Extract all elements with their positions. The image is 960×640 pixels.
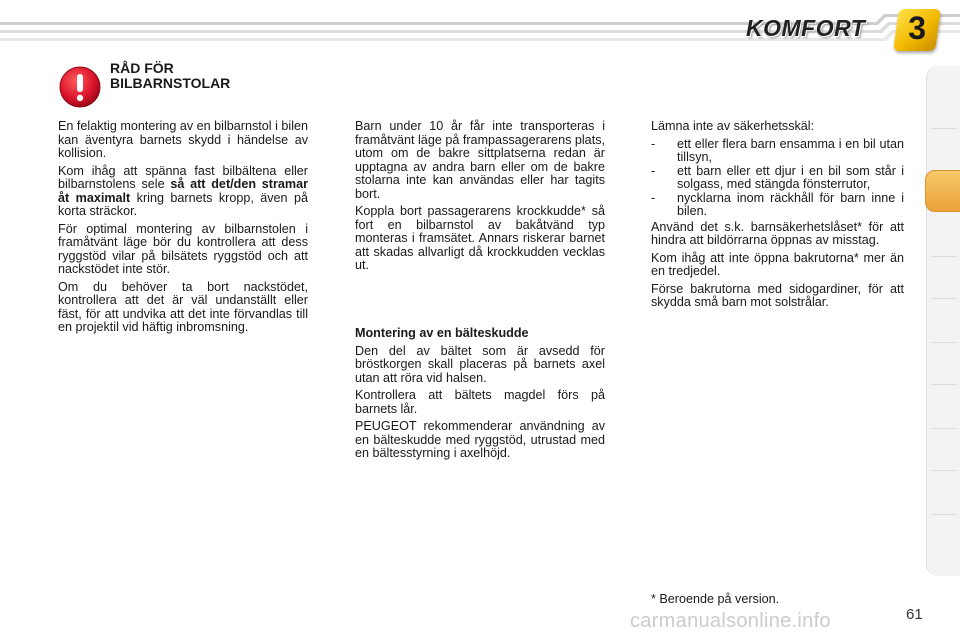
list-item-text: ett barn eller ett djur i en bil som står i solgass, med stängda fönsterrutor, [677, 163, 904, 191]
belt-cushion-section [355, 327, 605, 465]
page-number: 61 [906, 606, 923, 623]
chapter-title: KOMFORT [746, 15, 866, 41]
list-item: - nycklarna inom räckhåll för barn inne i bilen. [651, 190, 904, 218]
paragraph [58, 165, 308, 219]
tab-divider [931, 256, 957, 257]
paragraph: Förse bakrutorna med sidogardiner, för att skydda små barn mot solstrålar. [651, 281, 904, 309]
column-3 [651, 120, 904, 314]
emphasis-text: så att det/den stramar åt maximalt [58, 177, 308, 205]
text-run: kring barnets kropp, även på korta sträckor. [58, 190, 308, 218]
exclamation-warning-icon [59, 66, 101, 108]
list-item: - ett eller flera barn ensamma i en bil utan tillsyn, [651, 136, 904, 164]
text-run: Kom ihåg att spänna fast bilbältena eller bilbarnstolens sele [58, 163, 308, 191]
paragraph: Om du behöver ta bort nackstödet, kontrollera att det är väl undanställt eller fäst, för att undvika att det inte förvandlas till en projektil vid häftig inbromsning. [58, 279, 308, 334]
safety-list [651, 138, 904, 219]
paragraph: Den del av bältet som är avsedd för bröstkorgen skall placeras på barnets axel utan att röra vid halsen. [355, 343, 605, 385]
watermark: carmanualsonline.info [630, 610, 831, 632]
paragraph: Barn under 10 år får inte transporteras i framåtvänt läge på frampassagerarens plats, utom om de bakre sittplatserna redan är upptagna av andra barn eller om de bakre stolarna inte kan användas eller har tagits bort. [355, 119, 605, 201]
subheading: Montering av en bälteskudde [355, 326, 529, 340]
tab-divider [931, 298, 957, 299]
section-title [110, 61, 230, 91]
paragraph: Lämna inte av säkerhetsskäl: [651, 119, 815, 133]
chapter-number: 3 [908, 10, 927, 46]
paragraph: Koppla bort passagerarens krockkudde* så fort en bilbarnstol av bakåtvänd typ monteras i framsätet. Annars riskerar barnet att skadas allvarligt då krockkudden vecklas ut. [355, 204, 605, 272]
section-title-line2: BILBARNSTOLAR [110, 75, 231, 91]
tab-divider [931, 128, 957, 129]
paragraph: För optimal montering av bilbarnstolen i framåtvänt läge bör du kontrollera att dess ryggstöd vilar på bilsätets ryggstöd och att nackstödet inte stör. [58, 221, 308, 276]
tab-divider [931, 384, 957, 385]
chapter-badge [893, 9, 941, 51]
chapter-tab-active[interactable] [925, 170, 960, 212]
list-item-text: ett eller flera barn ensamma i en bil utan tillsyn, [677, 136, 904, 164]
footnote: * Beroende på version. [651, 592, 780, 606]
column-1 [58, 120, 308, 339]
column-2 [355, 120, 605, 277]
tab-divider [931, 514, 957, 515]
paragraph: PEUGEOT rekommenderar användning av en bälteskudde med ryggstöd, utrustad med en bältesstyrning i axelhöjd. [355, 419, 605, 460]
paragraph: Kontrollera att bältets magdel förs på barnets lår. [355, 388, 605, 416]
tab-divider [931, 342, 957, 343]
page-header [0, 0, 960, 60]
list-item-text: nycklarna inom räckhåll för barn inne i bilen. [677, 190, 904, 218]
paragraph: Använd det s.k. barnsäkerhetslåset* för att hindra att bildörrarna öppnas av misstag. [651, 219, 904, 247]
tab-divider [931, 428, 957, 429]
paragraph: En felaktig montering av en bilbarnstol i bilen kan äventyra barnets skydd i händelse av kollision. [58, 119, 308, 160]
chapter-tabs [926, 66, 960, 576]
section-title-line1: RÅD FÖR [110, 60, 174, 76]
paragraph: Kom ihåg att inte öppna bakrutorna* mer än en tredjedel. [651, 250, 904, 278]
list-item: - ett barn eller ett djur i en bil som står i solgass, med stängda fönsterrutor, [651, 163, 904, 191]
tab-divider [931, 470, 957, 471]
